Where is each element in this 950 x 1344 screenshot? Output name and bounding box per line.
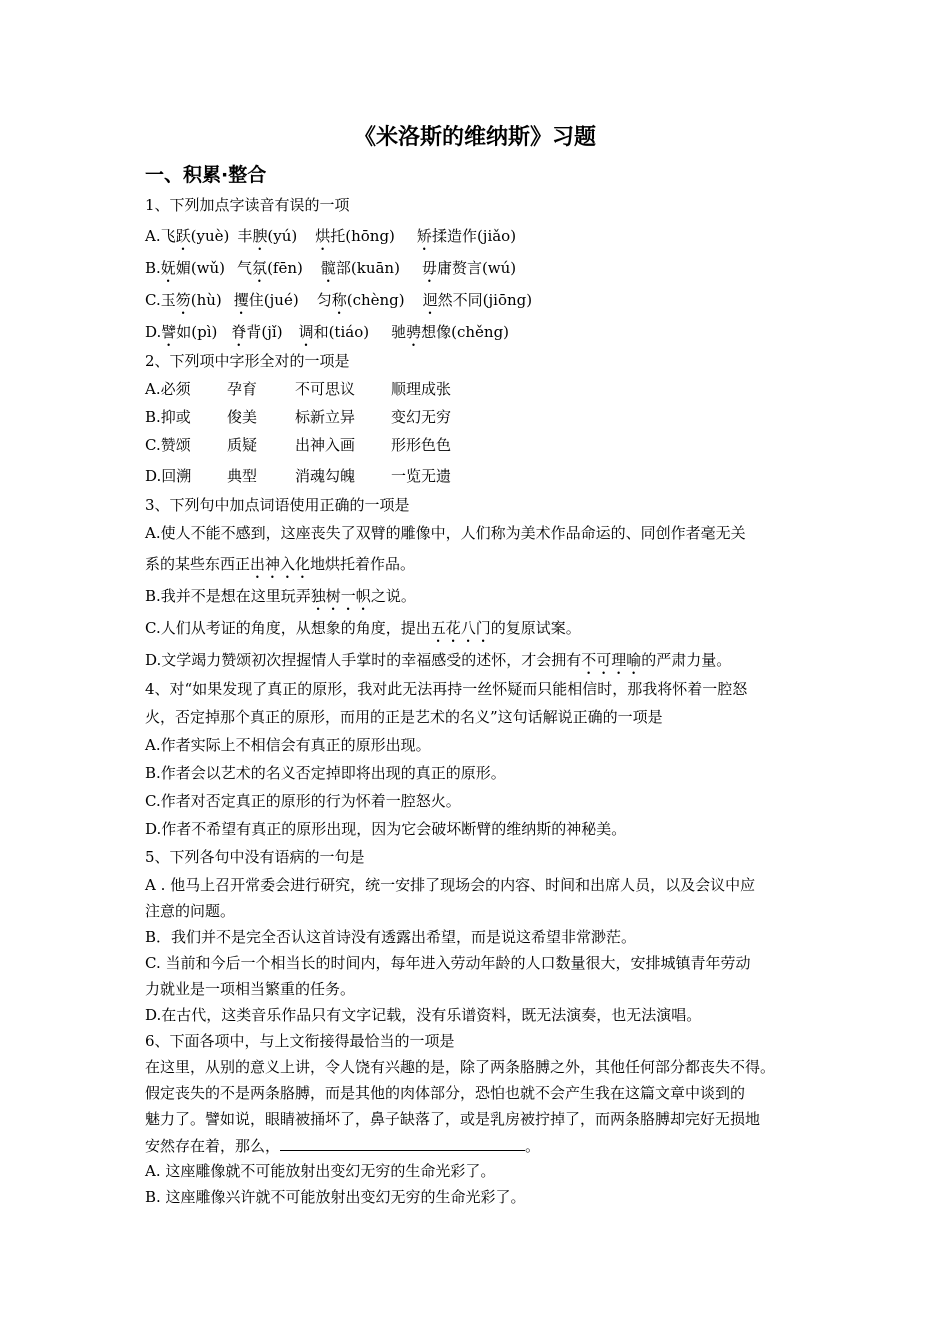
q2-option-d: D.回溯 典型 消魂勾魄 一览无遗 <box>145 467 452 485</box>
q5-option-c-line2: 力就业是一项相当繁重的任务。 <box>145 980 356 998</box>
q6-stem: 6、下面各项中，与上文衔接得最恰当的一项是 <box>145 1032 455 1050</box>
q5-stem: 5、下列各句中没有语病的一句是 <box>145 848 365 866</box>
q4-option-b: B.作者会以艺术的名义否定掉即将出现的真正的原形。 <box>145 764 506 782</box>
q6-passage-line1: 在这里，从别的意义上讲，令人饶有兴趣的是，除了两条胳膊之外，其他任何部分都丧失不得。 <box>145 1058 776 1076</box>
q6-passage-line2: 假定丧失的不是两条胳膊，而是其他的肉体部分，恐怕也就不会产生我在这篇文章中谈到的 <box>145 1084 746 1102</box>
q4-option-c: C.作者对否定真正的原形的行为怀着一腔怒火。 <box>145 792 461 810</box>
q3-option-a-line1: A.使人不能不感到，这座丧失了双臂的雕像中，人们称为美术作品命运的、同创作者毫无关 <box>145 524 746 542</box>
q6-option-a: A. 这座雕像就不可能放射出变幻无穷的生命光彩了。 <box>145 1162 496 1180</box>
q3-stem: 3、下列句中加点词语使用正确的一项是 <box>145 496 410 514</box>
q2-option-a: A.必须 孕育 不可思议 顺理成张 <box>145 380 452 398</box>
q4-stem-line2: 火，否定掉那个真正的原形，而用的正是艺术的名义”这句话解说正确的一项是 <box>145 708 663 726</box>
q2-option-c: C.赞颂 质疑 出神入画 形形色色 <box>145 436 452 454</box>
q1-stem: 1、下列加点字读音有误的一项 <box>145 196 350 214</box>
q1-option-c: C.玉笏(hù) 攫住(jué) 匀称(chèng) 迥然不同(jiōng) <box>145 291 533 309</box>
q1-option-b: B.妩媚(wǔ) 气氛(fēn) 髋部(kuān) 毋庸赘言(wú) <box>145 259 517 277</box>
q6-passage-line3: 魅力了。譬如说，眼睛被捅坏了，鼻子缺落了，或是乳房被拧掉了，而两条胳膊却完好无损地 <box>145 1110 761 1128</box>
document-title: 《米洛斯的维纳斯》习题 <box>353 125 596 150</box>
q2-option-b: B.抑或 俊美 标新立异 变幻无穷 <box>145 408 452 426</box>
exercise-body <box>145 194 825 1212</box>
q5-option-b: B．我们并不是完全否认这首诗没有透露出希望，而是说这希望非常渺茫。 <box>145 928 637 946</box>
q4-stem-line1: 4、对“如果发现了真正的原形，我对此无法再持一丝怀疑而只能相信时，那我将怀着一腔怒 <box>145 680 748 698</box>
q5-option-c-line1: C. 当前和今后一个相当长的时间内，每年进入劳动年龄的人口数量很大，安排城镇青年劳动 <box>145 954 751 972</box>
q3-option-c: C.人们从考证的角度，从想象的角度，提出五花八门的复原试案。 <box>145 619 581 637</box>
q4-option-d: D.作者不希望有真正的原形出现，因为它会破坏断臂的维纳斯的神秘美。 <box>145 820 627 838</box>
q4-option-a: A.作者实际上不相信会有真正的原形出现。 <box>145 736 431 754</box>
q3-option-b: B.我并不是想在这里玩弄独树一帜之说。 <box>145 587 416 605</box>
section-heading: 一、积累·整合 <box>145 164 267 186</box>
q5-option-a-line1: A . 他马上召开常委会进行研究，统一安排了现场会的内容、时间和出席人员，以及会议中应 <box>145 876 756 894</box>
q5-option-a-line2: 注意的问题。 <box>145 902 236 920</box>
q2-stem: 2、下列项中字形全对的一项是 <box>145 352 350 370</box>
q1-option-d: D.譬如(pì) 脊背(jǐ) 调和(tiáo) 驰骋想像(chěng) <box>145 323 510 341</box>
q3-option-a-line2: 系的某些东西正出神入化地烘托着作品。 <box>145 555 416 573</box>
q6-option-b: B. 这座雕像兴许就不可能放射出变幻无穷的生命光彩了。 <box>145 1188 526 1206</box>
q5-option-d: D.在古代，这类音乐作品只有文字记载，没有乐谱资料，既无法演奏，也无法演唱。 <box>145 1006 702 1024</box>
answer-blank[interactable] <box>280 1134 525 1151</box>
q1-option-a: A.飞跃(yuè) 丰腴(yú) 烘托(hōng) 矫揉造作(jiǎo) <box>145 227 517 245</box>
q3-option-d: D.文学竭力赞颂初次捏握情人手掌时的幸福感受的述怀，才会拥有不可理喻的严肃力量。 <box>145 651 732 669</box>
q6-passage-line4: 安然存在着，那么， 。 <box>145 1134 825 1160</box>
